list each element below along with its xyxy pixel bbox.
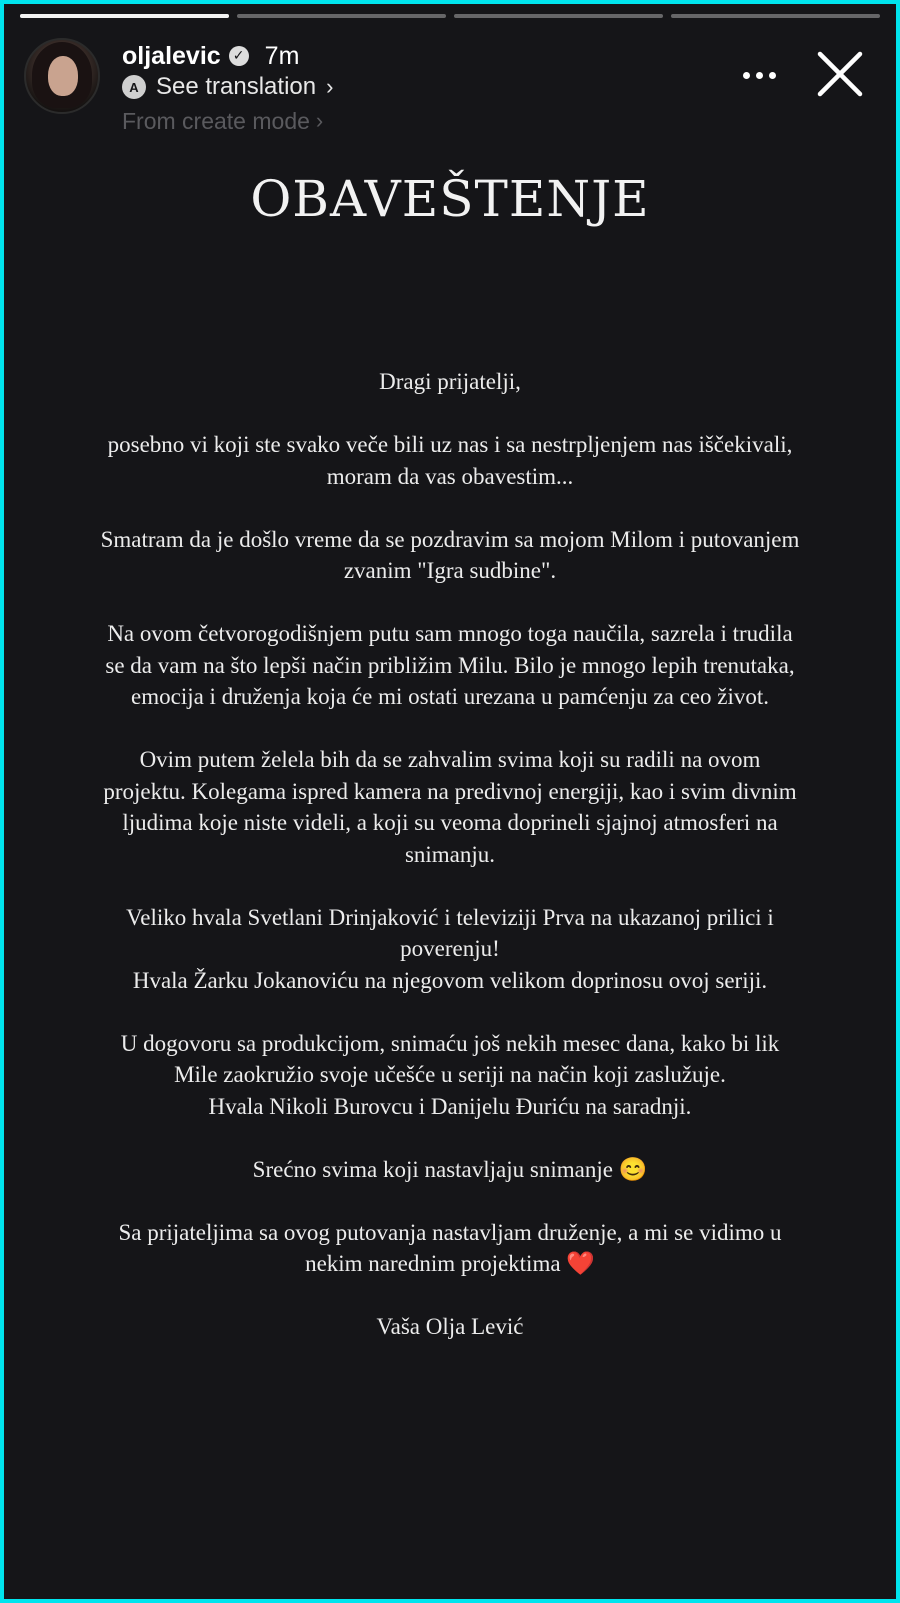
post-line: Smatram da je došlo vreme da se pozdravim sa mojom Milom i putovanjem <box>100 526 800 552</box>
post-line: emocija i druženja koja će mi ostati urezana u pamćenju za ceo život. <box>131 684 769 709</box>
more-options-button[interactable] <box>734 60 784 90</box>
post-paragraph <box>14 744 886 870</box>
post-line: poverenju! <box>400 936 500 961</box>
post-line: Na ovom četvorogodišnjem putu sam mnogo toga naučila, sazrela i trudila <box>107 621 793 646</box>
post-paragraph <box>14 1028 886 1123</box>
avatar-face <box>48 56 78 96</box>
post-line: projektu. Kolegama ispred kamera na predivnoj energiji, kao i svim divnim <box>103 778 797 804</box>
post-paragraph <box>14 618 886 713</box>
user-row <box>122 38 299 74</box>
post-paragraph <box>14 366 886 398</box>
post-line: Hvala Nikoli Burovcu i Danijelu Đuriću na saradnji. <box>208 1093 692 1119</box>
post-line: moram da vas obavestim... <box>326 463 574 489</box>
post-line: Mile zaokružio svoje učešće u seriji na način koji zaslužuje. <box>174 1062 726 1087</box>
avatar[interactable] <box>24 38 100 114</box>
post-line: Veliko hvala Svetlani Drinjaković i televiziji Prva na ukazanoj prilici i <box>126 904 774 930</box>
more-options-icon <box>743 72 750 79</box>
see-translation-label: See translation <box>156 73 317 100</box>
progress-segment-4 <box>671 14 880 18</box>
chevron-right-icon: › <box>315 108 324 133</box>
post-line: se da vam na što lepši način približim Milu. Bilo je mnogo lepih trenutaka, <box>105 652 795 678</box>
story-header <box>24 38 876 138</box>
post-paragraph <box>14 1217 886 1280</box>
post-title: OBAVEŠTENJE <box>250 170 650 228</box>
username-link[interactable]: oljalevic <box>122 41 221 70</box>
close-icon <box>810 44 870 104</box>
post-line: Hvala Žarku Jokanoviću na njegovom velikom doprinosu ovoj seriji. <box>132 967 768 993</box>
post-line: Ovim putem želela bih da se zahvalim svima koji su radili na ovom <box>139 747 761 772</box>
story-progress-bar <box>20 14 880 18</box>
post-body <box>14 366 886 1374</box>
translate-icon: A <box>122 75 146 99</box>
story-viewer[interactable] <box>4 4 896 1599</box>
post-line: snimanju. <box>404 841 496 867</box>
more-options-icon <box>769 72 776 79</box>
post-line: Vaša Olja Lević <box>376 1314 524 1339</box>
post-paragraph <box>14 429 886 492</box>
post-paragraph <box>14 902 886 997</box>
progress-segment-3 <box>454 14 663 18</box>
create-mode-link[interactable] <box>122 106 323 136</box>
post-line: posebno vi koji ste svako veče bili uz nas i sa nestrpljenjem nas iščekivali, <box>107 432 793 457</box>
post-line: ljudima koje niste videli, a koji su veoma doprineli sjajnoj atmosferi na <box>122 810 778 835</box>
post-line: Srećno svima koji nastavljaju snimanje 😊 <box>252 1156 648 1182</box>
more-options-icon <box>756 72 763 79</box>
post-time: 7m <box>264 41 300 70</box>
post-line: zvanim "Igra sudbine". <box>343 558 557 583</box>
create-mode-label: From create mode <box>122 107 310 134</box>
post-line: Dragi prijatelji, <box>379 369 521 394</box>
post-paragraph <box>14 1311 886 1343</box>
progress-segment-1 <box>20 14 229 18</box>
post-line: U dogovoru sa produkcijom, snimaću još nekih mesec dana, kako bi lik <box>120 1030 780 1056</box>
chevron-right-icon: › <box>326 74 334 99</box>
see-translation-button[interactable] <box>122 70 333 104</box>
post-paragraph <box>14 1154 886 1186</box>
post-line: nekim narednim projektima ❤️ <box>305 1251 595 1276</box>
post-paragraph <box>14 524 886 587</box>
close-button[interactable] <box>810 44 870 104</box>
progress-fill <box>20 14 229 18</box>
verified-badge-icon: ✓ <box>229 46 249 66</box>
progress-segment-2 <box>237 14 446 18</box>
post-line: Sa prijateljima sa ovog putovanja nastavljam druženje, a mi se vidimo u <box>118 1219 782 1245</box>
